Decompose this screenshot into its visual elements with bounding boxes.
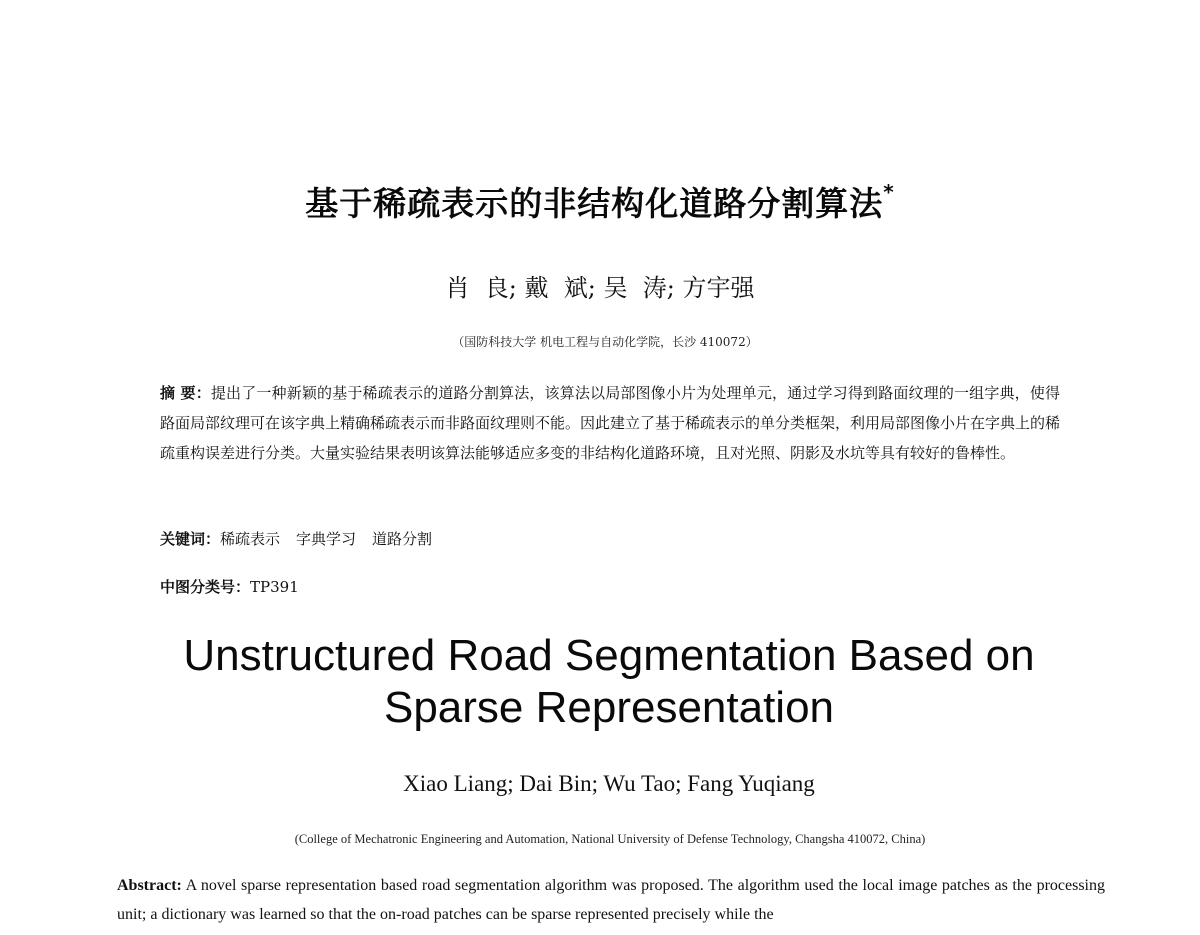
english-title: [0, 630, 1200, 734]
classification-value: TP391: [250, 578, 299, 596]
chinese-title-text: 基于稀疏表示的非结构化道路分割算法: [305, 184, 884, 223]
classification-number: [160, 576, 299, 597]
chinese-affiliation: （国防科技大学 机电工程与自动化学院，长沙 410072）: [452, 335, 758, 349]
chinese-abstract-text: 提出了一种新颖的基于稀疏表示的道路分割算法，该算法以局部图像小片为处理单元，通过学习得到路面纹理的一组字典，使得路面局部纹理可在该字典上精确稀疏表示而非路面纹理则不能。因此建立了基于稀疏表示的单分类框架，利用局部图像小片在字典上的稀疏重构误差进行分类。大量实验结果表明该算法能够适应多变的非结构化道路环境，且对光照、阴影及水坑等具有较好的鲁棒性。: [160, 384, 1061, 462]
english-abstract-text: A novel sparse representation based road segmentation algorithm was proposed. The algorithm used the local image patches as the processing unit; a dictionary was learned so that the on-road patches can be sparse represented precisely while the: [117, 877, 1106, 923]
chinese-title: [0, 178, 1200, 225]
english-title-line: Sparse Representation: [383, 683, 835, 732]
keyword-item: 稀疏表示: [220, 530, 281, 548]
english-affiliation: (College of Mechatronic Engineering and Automation, National University of Defense Technology, Changsha 410072, China): [294, 832, 926, 846]
keyword-item: 道路分割: [372, 530, 433, 548]
english-authors: Xiao Liang; Dai Bin; Wu Tao; Fang Yuqiang: [403, 771, 815, 796]
english-abstract-label: Abstract:: [117, 877, 182, 894]
title-footnote-mark: *: [883, 180, 895, 204]
chinese-keywords: [160, 528, 448, 549]
chinese-authors: 肖 良; 戴 斌; 吴 涛; 方宇强: [445, 274, 755, 302]
keywords-label: 关键词：: [160, 530, 221, 548]
chinese-abstract: [160, 378, 1060, 468]
english-abstract: [117, 871, 1105, 929]
english-title-line: Unstructured Road Segmentation Based on: [183, 631, 1035, 680]
keyword-item: 字典学习: [296, 530, 357, 548]
classification-label: 中图分类号：: [160, 578, 251, 596]
chinese-abstract-label: 摘 要：: [160, 384, 211, 402]
